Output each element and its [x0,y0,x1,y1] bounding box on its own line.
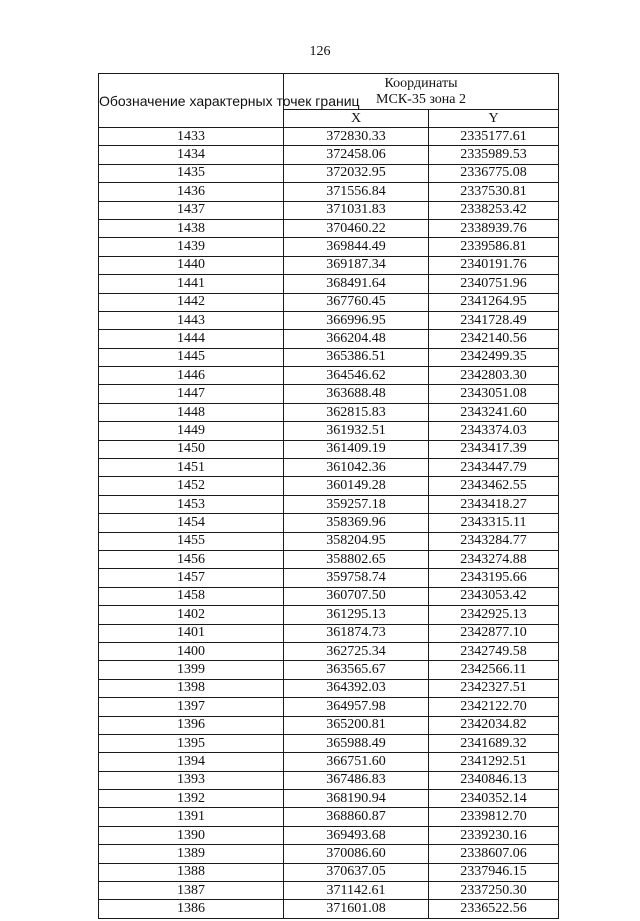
point-id-cell: 1448 [99,403,284,421]
table-row [99,606,559,624]
point-id-cell: 1458 [99,587,284,605]
y-coordinate-cell: 2342499.35 [429,348,559,366]
header-x: X [284,110,429,128]
point-id-cell: 1456 [99,550,284,568]
y-coordinate-cell: 2341292.51 [429,753,559,771]
table-row [99,661,559,679]
header-points: Обозначение характерных точек границ [99,74,284,128]
y-coordinate-cell: 2342925.13 [429,606,559,624]
y-coordinate-cell: 2343447.79 [429,459,559,477]
point-id-cell: 1446 [99,367,284,385]
table-row [99,367,559,385]
point-id-cell: 1400 [99,642,284,660]
point-id-cell: 1399 [99,661,284,679]
x-coordinate-cell: 361932.51 [284,422,429,440]
table-row [99,403,559,421]
x-coordinate-cell: 360149.28 [284,477,429,495]
point-id-cell: 1453 [99,495,284,513]
y-coordinate-cell: 2343195.66 [429,569,559,587]
y-coordinate-cell: 2337946.15 [429,863,559,881]
x-coordinate-cell: 361295.13 [284,606,429,624]
point-id-cell: 1451 [99,459,284,477]
x-coordinate-cell: 371031.83 [284,201,429,219]
table-row [99,826,559,844]
y-coordinate-cell: 2343374.03 [429,422,559,440]
table-header [99,74,559,128]
table-row [99,183,559,201]
point-id-cell: 1437 [99,201,284,219]
x-coordinate-cell: 368190.94 [284,790,429,808]
y-coordinate-cell: 2342122.70 [429,698,559,716]
table-row [99,275,559,293]
y-coordinate-cell: 2342566.11 [429,661,559,679]
y-coordinate-cell: 2343051.08 [429,385,559,403]
table-row [99,845,559,863]
point-id-cell: 1393 [99,771,284,789]
table-row [99,698,559,716]
y-coordinate-cell: 2340352.14 [429,790,559,808]
y-coordinate-cell: 2340191.76 [429,256,559,274]
x-coordinate-cell: 368860.87 [284,808,429,826]
point-id-cell: 1444 [99,330,284,348]
table-row [99,201,559,219]
x-coordinate-cell: 363688.48 [284,385,429,403]
point-id-cell: 1449 [99,422,284,440]
point-id-cell: 1396 [99,716,284,734]
point-id-cell: 1391 [99,808,284,826]
table-row [99,642,559,660]
x-coordinate-cell: 368491.64 [284,275,429,293]
point-id-cell: 1442 [99,293,284,311]
y-coordinate-cell: 2343462.55 [429,477,559,495]
y-coordinate-cell: 2343417.39 [429,440,559,458]
point-id-cell: 1445 [99,348,284,366]
x-coordinate-cell: 361409.19 [284,440,429,458]
table-row [99,587,559,605]
y-coordinate-cell: 2340846.13 [429,771,559,789]
y-coordinate-cell: 2339586.81 [429,238,559,256]
point-id-cell: 1394 [99,753,284,771]
x-coordinate-cell: 359758.74 [284,569,429,587]
point-id-cell: 1398 [99,679,284,697]
y-coordinate-cell: 2342034.82 [429,716,559,734]
point-id-cell: 1454 [99,514,284,532]
point-id-cell: 1390 [99,826,284,844]
table-row [99,256,559,274]
point-id-cell: 1457 [99,569,284,587]
header-coordinate-system: МСК-35 зона 2 [376,91,466,107]
point-id-cell: 1439 [99,238,284,256]
table-row [99,569,559,587]
point-id-cell: 1452 [99,477,284,495]
x-coordinate-cell: 367486.83 [284,771,429,789]
point-id-cell: 1397 [99,698,284,716]
x-coordinate-cell: 371556.84 [284,183,429,201]
y-coordinate-cell: 2336775.08 [429,164,559,182]
x-coordinate-cell: 370460.22 [284,219,429,237]
x-coordinate-cell: 359257.18 [284,495,429,513]
y-coordinate-cell: 2341728.49 [429,311,559,329]
x-coordinate-cell: 361874.73 [284,624,429,642]
table-row [99,808,559,826]
point-id-cell: 1392 [99,790,284,808]
y-coordinate-cell: 2335989.53 [429,146,559,164]
x-coordinate-cell: 365200.81 [284,716,429,734]
x-coordinate-cell: 366204.48 [284,330,429,348]
x-coordinate-cell: 365386.51 [284,348,429,366]
table-row [99,495,559,513]
y-coordinate-cell: 2343274.88 [429,550,559,568]
y-coordinate-cell: 2342803.30 [429,367,559,385]
x-coordinate-cell: 362725.34 [284,642,429,660]
x-coordinate-cell: 366751.60 [284,753,429,771]
y-coordinate-cell: 2339812.70 [429,808,559,826]
table-row [99,477,559,495]
point-id-cell: 1440 [99,256,284,274]
y-coordinate-cell: 2338939.76 [429,219,559,237]
y-coordinate-cell: 2341689.32 [429,734,559,752]
x-coordinate-cell: 363565.67 [284,661,429,679]
point-id-cell: 1447 [99,385,284,403]
y-coordinate-cell: 2342877.10 [429,624,559,642]
point-id-cell: 1388 [99,863,284,881]
y-coordinate-cell: 2335177.61 [429,128,559,146]
table-row [99,882,559,900]
table-row [99,422,559,440]
point-id-cell: 1387 [99,882,284,900]
point-id-cell: 1441 [99,275,284,293]
x-coordinate-cell: 364392.03 [284,679,429,697]
point-id-cell: 1434 [99,146,284,164]
x-coordinate-cell: 369844.49 [284,238,429,256]
point-id-cell: 1436 [99,183,284,201]
y-coordinate-cell: 2341264.95 [429,293,559,311]
y-coordinate-cell: 2343053.42 [429,587,559,605]
point-id-cell: 1386 [99,900,284,918]
table-row [99,771,559,789]
table-row [99,146,559,164]
table-row [99,532,559,550]
x-coordinate-cell: 371142.61 [284,882,429,900]
table-row [99,238,559,256]
point-id-cell: 1450 [99,440,284,458]
table-row [99,293,559,311]
point-id-cell: 1433 [99,128,284,146]
table-row [99,311,559,329]
x-coordinate-cell: 358369.96 [284,514,429,532]
table-row [99,679,559,697]
point-id-cell: 1395 [99,734,284,752]
point-id-cell: 1455 [99,532,284,550]
y-coordinate-cell: 2343241.60 [429,403,559,421]
x-coordinate-cell: 372458.06 [284,146,429,164]
x-coordinate-cell: 358204.95 [284,532,429,550]
table-row [99,459,559,477]
x-coordinate-cell: 364546.62 [284,367,429,385]
y-coordinate-cell: 2338607.06 [429,845,559,863]
x-coordinate-cell: 372032.95 [284,164,429,182]
point-id-cell: 1402 [99,606,284,624]
y-coordinate-cell: 2343418.27 [429,495,559,513]
table-row [99,164,559,182]
x-coordinate-cell: 361042.36 [284,459,429,477]
x-coordinate-cell: 366996.95 [284,311,429,329]
y-coordinate-cell: 2342749.58 [429,642,559,660]
y-coordinate-cell: 2342140.56 [429,330,559,348]
x-coordinate-cell: 369493.68 [284,826,429,844]
table-row [99,440,559,458]
table-row [99,128,559,146]
x-coordinate-cell: 370637.05 [284,863,429,881]
y-coordinate-cell: 2339230.16 [429,826,559,844]
x-coordinate-cell: 362815.83 [284,403,429,421]
y-coordinate-cell: 2337250.30 [429,882,559,900]
table-row [99,716,559,734]
table-row [99,624,559,642]
x-coordinate-cell: 367760.45 [284,293,429,311]
table-body [99,128,559,919]
y-coordinate-cell: 2343284.77 [429,532,559,550]
header-y: Y [429,110,559,128]
x-coordinate-cell: 365988.49 [284,734,429,752]
y-coordinate-cell: 2343315.11 [429,514,559,532]
page-number: 126 [309,44,331,59]
table-row [99,734,559,752]
table-row [99,330,559,348]
table-row [99,900,559,918]
point-id-cell: 1435 [99,164,284,182]
table-row [99,219,559,237]
x-coordinate-cell: 364957.98 [284,698,429,716]
table-row [99,385,559,403]
x-coordinate-cell: 370086.60 [284,845,429,863]
x-coordinate-cell: 372830.33 [284,128,429,146]
y-coordinate-cell: 2340751.96 [429,275,559,293]
x-coordinate-cell: 360707.50 [284,587,429,605]
y-coordinate-cell: 2336522.56 [429,900,559,918]
point-id-cell: 1389 [99,845,284,863]
y-coordinate-cell: 2337530.81 [429,183,559,201]
table-row [99,863,559,881]
x-coordinate-cell: 369187.34 [284,256,429,274]
x-coordinate-cell: 358802.65 [284,550,429,568]
table-row [99,790,559,808]
header-coordinates-title: Координаты [384,75,458,91]
x-coordinate-cell: 371601.08 [284,900,429,918]
table-row [99,348,559,366]
y-coordinate-cell: 2338253.42 [429,201,559,219]
table-row [99,514,559,532]
point-id-cell: 1443 [99,311,284,329]
coordinates-table [98,73,559,919]
table-row [99,753,559,771]
point-id-cell: 1438 [99,219,284,237]
table-row [99,550,559,568]
y-coordinate-cell: 2342327.51 [429,679,559,697]
point-id-cell: 1401 [99,624,284,642]
